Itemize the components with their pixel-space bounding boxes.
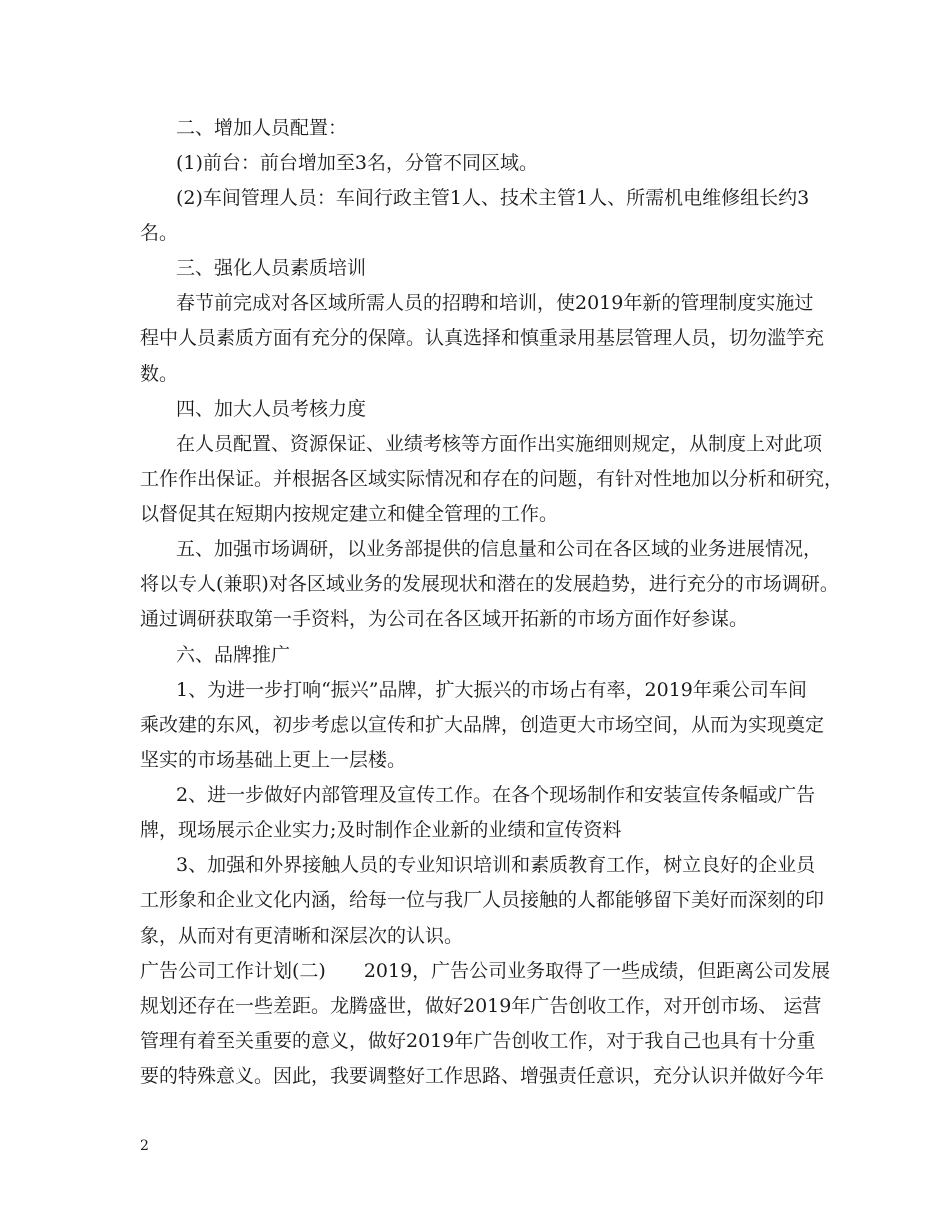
text-line: 六、品牌推广 xyxy=(176,644,291,666)
text-line: 乘改建的东风，初步考虑以宣传和扩大品牌，创造更大市场空间，从而为实现奠定 xyxy=(140,714,825,736)
page-number: 2 xyxy=(140,1138,149,1154)
text-line: 二、增加人员配置： xyxy=(176,117,348,139)
text-line: 3、加强和外界接触人员的专业知识培训和素质教育工作，树立良好的企业员 xyxy=(176,854,816,876)
text-line: 规划还存在一些差距。龙腾盛世，做好2019年广告创收工作，对开创市场、 运营 xyxy=(140,995,822,1017)
text-line: 以督促其在短期内按规定建立和健全管理的工作。 xyxy=(140,503,559,525)
text-line: 工作作出保证。并根据各区域实际情况和存在的问题，有针对性地加以分析和研究， xyxy=(140,468,844,490)
text-line: 要的特殊意义。因此，我要调整好工作思路、增强责任意识，充分认识并做好今年 xyxy=(140,1065,825,1087)
text-line: 1、为进一步打响“振兴”品牌，扩大振兴的市场占有率，2019年乘公司车间 xyxy=(176,679,807,701)
text-line: 工形象和企业文化内涵，给每一位与我厂人员接触的人都能够留下美好而深刻的印 xyxy=(140,889,825,911)
text-line: 将以专人(兼职)对各区域业务的发展现状和潜在的发展趋势，进行充分的市场调研。 xyxy=(140,573,839,595)
text-line: 名。 xyxy=(140,222,179,244)
text-line: 四、加大人员考核力度 xyxy=(176,398,367,420)
text-line: 牌，现场展示企业实力;及时制作企业新的业绩和宣传资料 xyxy=(140,819,622,841)
text-line: 在人员配置、资源保证、业绩考核等方面作出实施细则规定，从制度上对此项 xyxy=(176,433,823,455)
text-line: 三、强化人员素质培训 xyxy=(176,257,367,279)
text-line: 春节前完成对各区域所需人员的招聘和培训，使2019年新的管理制度实施过 xyxy=(176,292,814,314)
text-line: 五、加强市场调研，以业务部提供的信息量和公司在各区域的业务进展情况， xyxy=(176,538,823,560)
text-line: 通过调研获取第一手资料，为公司在各区域开拓新的市场方面作好参谋。 xyxy=(140,608,749,630)
text-line: (1)前台：前台增加至3名，分管不同区域。 xyxy=(176,152,539,174)
text-line: 2、进一步做好内部管理及宣传工作。在各个现场制作和安装宣传条幅或广告 xyxy=(176,784,816,806)
text-line: (2)车间管理人员：车间行政主管1人、技术主管1人、所需机电维修组长约3 xyxy=(176,187,810,209)
text-line: 坚实的市场基础上更上一层楼。 xyxy=(140,749,407,771)
text-line: 管理有着至关重要的意义，做好2019年广告创收工作，对于我自己也具有十分重 xyxy=(140,1030,816,1052)
text-line: 程中人员素质方面有充分的保障。认真选择和慎重录用基层管理人员，切勿滥竽充 xyxy=(140,327,825,349)
text-line: 象，从而对有更清晰和深层次的认识。 xyxy=(140,925,464,947)
text-line: 数。 xyxy=(140,363,179,385)
text-line: 广告公司工作计划(二) 2019，广告公司业务取得了一些成绩，但距离公司发展 xyxy=(140,960,831,982)
